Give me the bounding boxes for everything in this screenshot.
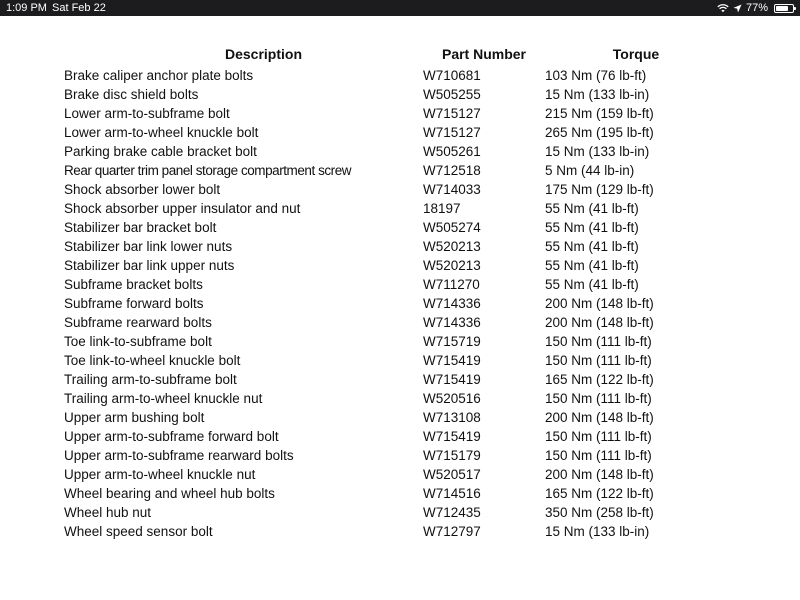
table-row xyxy=(64,427,695,446)
cell-description: Shock absorber upper insulator and nut xyxy=(64,201,301,216)
battery-percent: 77% xyxy=(745,2,768,14)
cell-part-number: W505274 xyxy=(423,220,481,235)
cell-description: Brake caliper anchor plate bolts xyxy=(64,68,254,83)
cell-description: Stabilizer bar link lower nuts xyxy=(64,239,233,254)
table-row xyxy=(64,313,695,332)
cell-torque: 55 Nm (41 lb-ft) xyxy=(545,258,639,273)
cell-part-number: W715179 xyxy=(423,448,481,463)
cell-description: Trailing arm-to-subframe bolt xyxy=(64,372,237,387)
battery-icon xyxy=(774,4,794,13)
cell-part-number: W520213 xyxy=(423,239,481,254)
cell-description: Parking brake cable bracket bolt xyxy=(64,144,257,159)
cell-description: Lower arm-to-wheel knuckle bolt xyxy=(64,125,259,140)
cell-part-number: W715127 xyxy=(423,106,481,121)
cell-part-number: W712435 xyxy=(423,505,481,520)
cell-part-number: W715127 xyxy=(423,125,481,140)
table-row xyxy=(64,199,695,218)
cell-part-number: W715419 xyxy=(423,429,481,444)
cell-torque: 200 Nm (148 lb-ft) xyxy=(545,410,654,425)
cell-torque: 165 Nm (122 lb-ft) xyxy=(545,372,654,387)
status-bar xyxy=(0,0,800,16)
cell-torque: 215 Nm (159 lb-ft) xyxy=(545,106,654,121)
cell-description: Shock absorber lower bolt xyxy=(64,182,221,197)
table-row xyxy=(64,142,695,161)
torque-specification-table xyxy=(64,46,695,541)
table-row xyxy=(64,465,695,484)
cell-torque: 103 Nm (76 lb-ft) xyxy=(545,68,647,83)
table-row xyxy=(64,66,695,85)
cell-part-number: W714033 xyxy=(423,182,481,197)
status-date: Sat Feb 22 xyxy=(52,2,106,14)
table-row xyxy=(64,123,695,142)
header-part-number: Part Number xyxy=(441,46,527,62)
cell-description: Brake disc shield bolts xyxy=(64,87,199,102)
cell-description: Wheel speed sensor bolt xyxy=(64,524,213,539)
table-body xyxy=(64,66,695,541)
cell-description: Stabilizer bar bracket bolt xyxy=(64,220,217,235)
cell-part-number: W520517 xyxy=(423,467,481,482)
cell-torque: 15 Nm (133 lb-in) xyxy=(545,524,650,539)
table-header-row xyxy=(64,46,695,66)
table-row xyxy=(64,85,695,104)
table-row xyxy=(64,389,695,408)
cell-description: Upper arm-to-wheel knuckle nut xyxy=(64,467,256,482)
cell-description: Upper arm-to-subframe forward bolt xyxy=(64,429,279,444)
cell-description: Subframe bracket bolts xyxy=(64,277,203,292)
cell-torque: 15 Nm (133 lb-in) xyxy=(545,87,650,102)
cell-torque: 350 Nm (258 lb-ft) xyxy=(545,505,654,520)
table-row xyxy=(64,294,695,313)
cell-torque: 200 Nm (148 lb-ft) xyxy=(545,467,654,482)
cell-part-number: W715419 xyxy=(423,372,481,387)
cell-part-number: W715419 xyxy=(423,353,481,368)
cell-part-number: 18197 xyxy=(423,201,461,216)
cell-torque: 175 Nm (129 lb-ft) xyxy=(545,182,654,197)
cell-torque: 150 Nm (111 lb-ft) xyxy=(545,353,652,368)
cell-part-number: W715719 xyxy=(423,334,481,349)
battery-level-fill xyxy=(776,6,788,11)
cell-description: Toe link-to-subframe bolt xyxy=(64,334,212,349)
wifi-icon xyxy=(717,3,729,13)
table-row xyxy=(64,237,695,256)
cell-torque: 150 Nm (111 lb-ft) xyxy=(545,448,652,463)
cell-part-number: W710681 xyxy=(423,68,481,83)
cell-part-number: W505261 xyxy=(423,144,481,159)
cell-description: Subframe forward bolts xyxy=(64,296,204,311)
cell-torque: 150 Nm (111 lb-ft) xyxy=(545,334,652,349)
table-row xyxy=(64,256,695,275)
cell-torque: 165 Nm (122 lb-ft) xyxy=(545,486,654,501)
table-row xyxy=(64,370,695,389)
cell-torque: 55 Nm (41 lb-ft) xyxy=(545,239,639,254)
cell-description: Trailing arm-to-wheel knuckle nut xyxy=(64,391,263,406)
cell-torque: 200 Nm (148 lb-ft) xyxy=(545,315,654,330)
cell-description: Upper arm-to-subframe rearward bolts xyxy=(64,448,294,463)
status-indicators xyxy=(717,0,794,16)
cell-torque: 5 Nm (44 lb-in) xyxy=(545,163,635,178)
table-row xyxy=(64,522,695,541)
cell-torque: 150 Nm (111 lb-ft) xyxy=(545,429,652,444)
cell-description: Wheel bearing and wheel hub bolts xyxy=(64,486,275,501)
cell-part-number: W711270 xyxy=(423,277,480,292)
header-description: Description xyxy=(224,46,302,62)
table-row xyxy=(64,332,695,351)
cell-description: Subframe rearward bolts xyxy=(64,315,212,330)
table-row xyxy=(64,104,695,123)
cell-part-number: W714336 xyxy=(423,315,481,330)
table-row xyxy=(64,218,695,237)
table-row xyxy=(64,180,695,199)
table-row xyxy=(64,503,695,522)
cell-description: Toe link-to-wheel knuckle bolt xyxy=(64,353,241,368)
cell-description: Rear quarter trim panel storage compartment screw xyxy=(64,163,352,178)
cell-torque: 55 Nm (41 lb-ft) xyxy=(545,201,639,216)
cell-part-number: W520516 xyxy=(423,391,481,406)
cell-torque: 55 Nm (41 lb-ft) xyxy=(545,277,639,292)
table-row xyxy=(64,161,695,180)
cell-part-number: W505255 xyxy=(423,87,481,102)
cell-description: Lower arm-to-subframe bolt xyxy=(64,106,230,121)
cell-part-number: W714516 xyxy=(423,486,481,501)
cell-part-number: W712518 xyxy=(423,163,481,178)
cell-part-number: W520213 xyxy=(423,258,481,273)
table-row xyxy=(64,275,695,294)
cell-part-number: W712797 xyxy=(423,524,481,539)
cell-torque: 200 Nm (148 lb-ft) xyxy=(545,296,654,311)
cell-torque: 15 Nm (133 lb-in) xyxy=(545,144,650,159)
cell-part-number: W714336 xyxy=(423,296,481,311)
header-torque: Torque xyxy=(612,46,660,62)
cell-description: Stabilizer bar link upper nuts xyxy=(64,258,235,273)
table-row xyxy=(64,484,695,503)
location-icon xyxy=(733,4,742,13)
cell-part-number: W713108 xyxy=(423,410,481,425)
table-row xyxy=(64,446,695,465)
cell-torque: 150 Nm (111 lb-ft) xyxy=(545,391,652,406)
status-time: 1:09 PM xyxy=(6,2,47,14)
table-row xyxy=(64,408,695,427)
cell-torque: 265 Nm (195 lb-ft) xyxy=(545,125,654,140)
cell-description: Upper arm bushing bolt xyxy=(64,410,205,425)
cell-description: Wheel hub nut xyxy=(64,505,152,520)
cell-torque: 55 Nm (41 lb-ft) xyxy=(545,220,639,235)
table-row xyxy=(64,351,695,370)
